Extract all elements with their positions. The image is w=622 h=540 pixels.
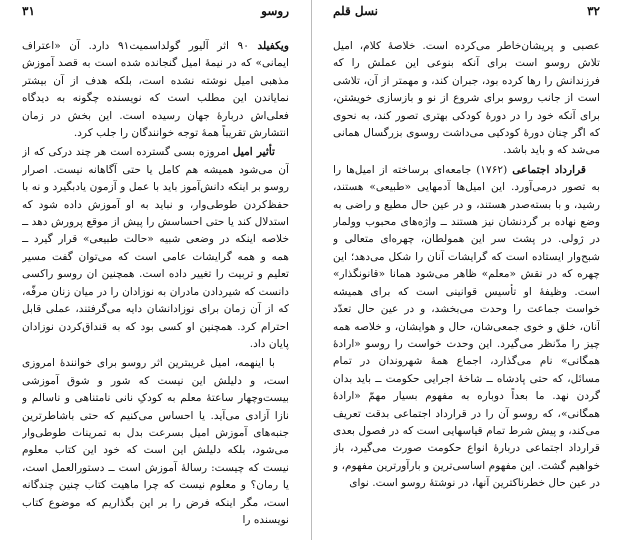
paragraph-text: با اینهمه، امیل غریبترین اثر روسو برای خوانندهٔ امروزی است، و دلیلش این نیست که شور و شوق آموزشی بیست‌وچهار ساعتهٔ معلم به کودکِ نانی نامتناهی و ناسالم و نازا آزادی می‌آید. یا احساس می‌کنیم که حتی باشاطرترین جنبه‌های آموزش امیل بسرعت بدل به تمرینات طوطی‌وار می‌شود، بلکه دلیلش این است که خود این کتاب معلوم نیست که چیست: رسالهٔ آموزش است ــ دستورالعمل است، یا رمان؟ و معلوم نیست که چرا ماهیت کتاب چنین چندگانه است، مگر اینکه فرض را بر این بگذاریم که موضوع کتاب نویسنده را xyxy=(22,357,289,526)
right-page-header xyxy=(333,4,600,20)
paragraph xyxy=(22,38,289,142)
paragraph xyxy=(22,355,289,529)
page-number: ۳۱ xyxy=(22,4,35,18)
paragraph-text: امروزه بسی گسترده است هر چند درکی که از آن می‌شود همیشه هم کامل یا حتی آگاهانه نیست. اصرار روسو بر اینکه دانش‌آموز باید با عمل و آزمون یادبگیرد و نه با حفظ‌کردن طوطی‌وار، و نباید به او آموزش داده شود که استدلال کند یا حتی احساسش را پیش از موقع پرورش دهد ــ خلاصه اینکه در وضعی شبیه «حالت طبیعی» قرار گیرد ــ همه و همه گرایشات عامی است که می‌توان گفت مسیر تعلیم و تربیت را تغییر داده است. همچنین ان روسو راکسی دانست که شیردادن مادران به نوزادان را در میان زنان مرفّه، که از آن زمان برای نوزادانشان دایه می‌گرفتند، عملی قابل احترام کرد. همچنین او کسی بود که به قنداق‌کردن نوزادان پایان داد. xyxy=(22,146,289,350)
running-title: روسو xyxy=(261,4,289,18)
paragraph xyxy=(333,38,600,160)
right-page-body xyxy=(333,38,600,534)
left-page-body xyxy=(22,38,289,534)
paragraph xyxy=(333,162,600,493)
emphasis-lead: قرارداد اجتماعی xyxy=(512,163,586,176)
paragraph-text: (۱۷۶۲) جامعه‌ای برساخته از امیل‌ها را به تصور درمی‌آورد. این امیل‌ها آدمهایی «طبیعی» هستند، رشید، و با بسته‌صدر هستند، و در عین حال مطیع و راضی به وضع نهاده بر گردنشان نیز هستند ــ واژه‌های محبوب وولمار در ژولی. در پشت سر این همولطان، چهره‌ای متعالی و شبح‌وار ایستاده است که گرایشات آنان را شکل می‌دهد؛ این چهره که در نقش «معلم» ظاهر می‌شود همانا «قانونگذار» است. وظیفهٔ او تأسیس قوانینی است که برای همیشه خواست جماعت را وحدت می‌بخشد، و در عین حال تعدّد آنان، خلق و خوی جمعی‌شان، حال و هوایشان، و خلاصه همه چیز را مدّنظر می‌گیرد. این وحدت خواست را روسو «ارادهٔ همگانی» نام می‌گذارد، اجماع همهٔ شهروندان در تمام مسائل، که حتی پادشاه ــ شاخهٔ اجرایی حکومت ــ باید بدان گردن نهد. ما بعداً دوباره به مفهوم بسیار مهمّ «ارادهٔ همگانی»، که روسو آن را در قرارداد اجتماعی بدقت تعریف می‌کند، و پیش شرط تمام قیاسهایی است که در فصول بعدی قرارداد اجتماعی دربارهٔ انواع حکومت صورت می‌گیرد، باز خواهیم گشت. این مفهوم اساسی‌ترین و بارآورترین مفهوم، و در عین حال خطرناکترین آنها، در نوشتهٔ روسو است. نوای xyxy=(333,163,600,490)
emphasis-lead: تأثیر امیل xyxy=(232,146,275,159)
right-page xyxy=(311,0,622,540)
paragraph-text: عصبی و پریشان‌خاطر می‌کرده است. خلاصهٔ کلام، امیل تلاش روسو است برای آنکه بنوعی این عملش را که فرزندانش را رها کرده بود، جبران کند، و مهمتر از آن، تلاشی است از جانب روسو برای شروع از نو و بازسازی خویشتن، برای آنکه خود را در دورهٔ کودکی بهتری تصور کند، به نحوی که اگر چنان دورهٔ کودکیی می‌داشت روسوی بزرگسال همانی می‌شد که و باید باشد. xyxy=(333,40,600,157)
paragraph-text: ۹۰ اثر آلیور گولداسمیت۹۱ دارد. آن «اعتراف ایمانی» که در نیمهٔ امیل گنجانده شده است به قصد آموزش مذهبی امیل نوشته نشده است، بلکه هدف از آن بیشتر نمایاندن این مطلب است که نویسنده چگونه به دیدگاه فعلی‌اش دربارهٔ جهان رسیده است. این بخش در زمان انتشارش تقریباً همهٔ توجه خوانندگان را جلب کرد. xyxy=(22,40,289,140)
emphasis-lead: ویکفیلد xyxy=(257,40,289,52)
paragraph xyxy=(22,144,289,353)
left-page-header xyxy=(22,4,289,20)
page-number: ۳۲ xyxy=(587,4,600,18)
running-title: نسل قلم xyxy=(333,4,379,18)
